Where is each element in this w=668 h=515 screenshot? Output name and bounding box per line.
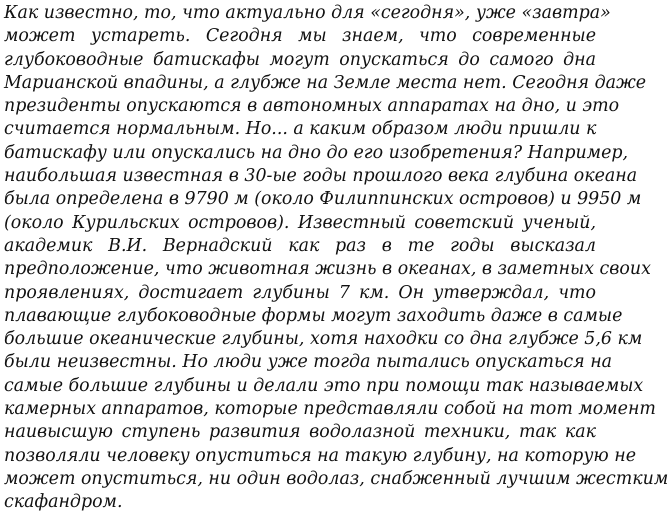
text-line: камерных аппаратов, которые представляли собой на тот момент — [4, 399, 656, 420]
text-line: была определена в 9790 м (около Филиппинских островов) и 9950 м — [4, 189, 642, 210]
text-line: может устареть. Сегодня мы знаем, что современные — [4, 26, 596, 47]
text-line: наибольшая известная в 30-ые годы прошлого века глубина океана — [4, 166, 638, 187]
text-line: наивысшую ступень развития водолазной техники, так как — [4, 422, 596, 443]
text-line: были неизвестны. Но люди уже тогда пытались опускаться на — [4, 352, 613, 373]
text-line: Марианской впадины, а глубже на Земле места нет. Сегодня даже — [4, 72, 647, 93]
text-line: (около Курильских островов). Известный советский ученый, — [4, 212, 596, 233]
text-line: батискафу или опускались на дно до его изобретения? Например, — [4, 142, 629, 163]
text-line: плавающие глубоководные формы могут заходить даже в самые — [4, 305, 623, 326]
text-line: проявлениях, достигает глубины 7 км. Он утверждал, что — [4, 282, 596, 303]
text-line: позволяли человеку опуститься на такую глубину, на которую не — [4, 445, 636, 466]
text-line: Как известно, то, что актуально для «сегодня», уже «завтра» — [4, 3, 611, 23]
text-line: самые большие глубины и делали это при помощи так называемых — [4, 375, 644, 396]
article-paragraph — [4, 2, 668, 515]
text-line: считается нормальным. Но... а каким образом люди пришли к — [4, 119, 597, 140]
text-line: глубоководные батискафы могут опускаться до самого дна — [4, 49, 596, 70]
text-line: большие океанические глубины, хотя находки со дна глубже 5,6 км — [4, 329, 643, 350]
text-line: президенты опускаются в автономных аппаратах на дно, и это — [4, 96, 620, 117]
text-line: может опуститься, ни один водолаз, снабженный лучшим жестким — [4, 468, 668, 489]
text-line: предположение, что животная жизнь в океанах, в заметных своих — [4, 259, 651, 280]
text-line: академик В.И. Вернадский как раз в те годы высказал — [4, 235, 596, 256]
text-line-last: скафандром. — [4, 492, 123, 513]
